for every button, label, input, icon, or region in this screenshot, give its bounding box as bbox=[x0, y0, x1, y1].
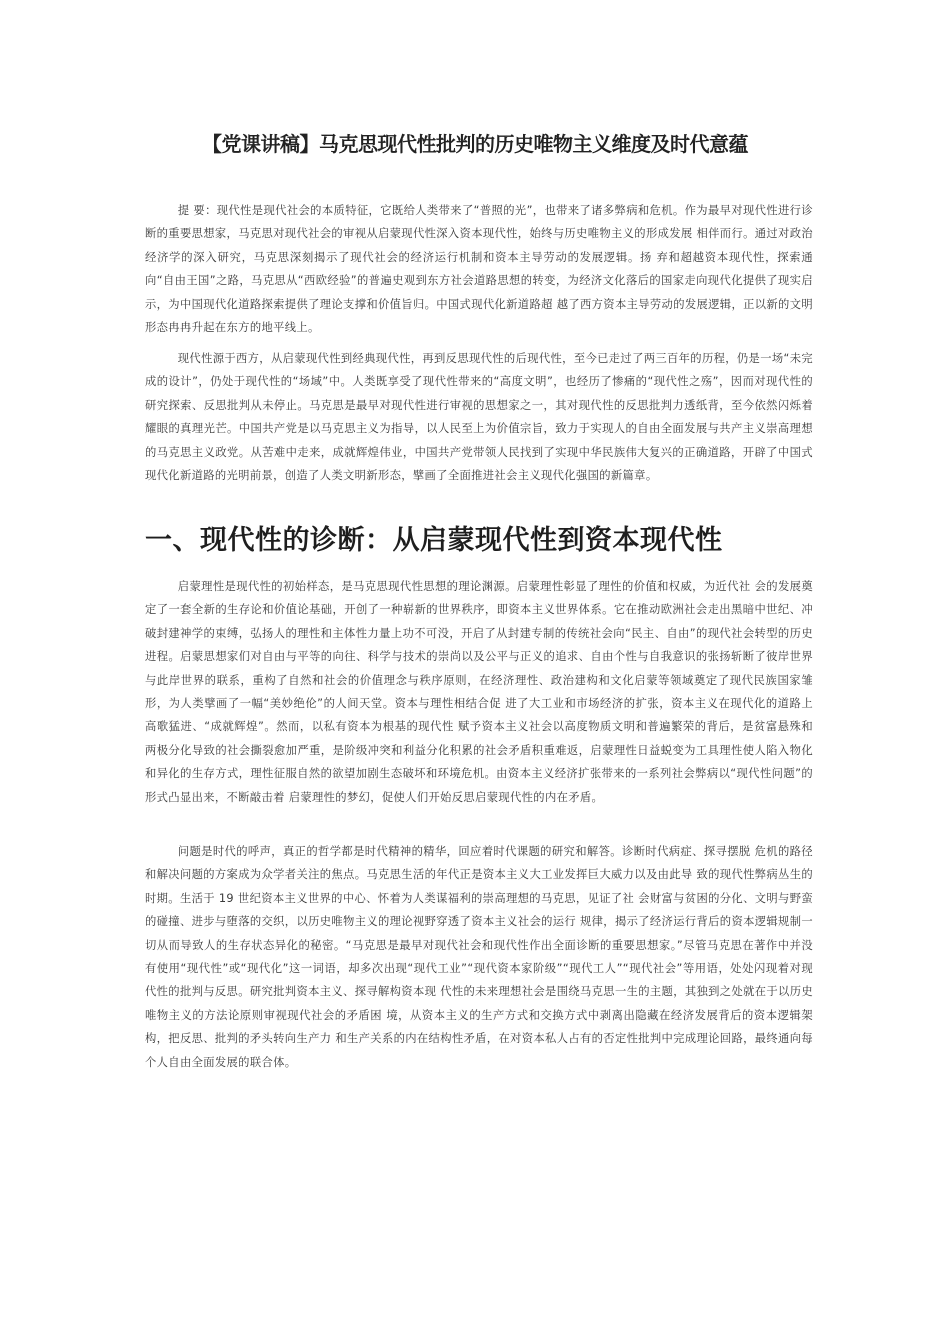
document-title: 【党课讲稿】马克思现代性批判的历史唯物主义维度及时代意蕴 bbox=[202, 132, 748, 156]
section-heading: 一、现代性的诊断：从启蒙现代性到资本现代性 bbox=[145, 525, 723, 556]
section-paragraph: 启蒙理性是现代性的初始样态，是马克思现代性思想的理论渊源。启蒙理性彰显了理性的价值和权威，为近代社 会的发展奠定了一套全新的生存论和价值论基础，开创了一种崭新的世界秩序，即资本主义世界体系。它在推动欧洲社会走出黑暗中世纪、冲破封建神学的束缚，弘扬人的理性和主体性力量上功不可没，开启了从封建专制的传统社会向“民主、自由”的现代社会转型的历史进程。启蒙思想家们对自由与平等的向往、科学与技术的崇尚以及公平与正义的追求、自由个性与自我意识的张扬斩断了彼岸世界与此岸世界的联系，重构了自然和社会的价值理念与秩序原则，在经济理性、政治建构和文化启蒙等领域奠定了现代民族国家雏形，为人类擘画了一幅“美妙绝伦”的人间天堂。资本与理性相结合促 进了大工业和市场经济的扩张，资本主义在现代化的道路上高歌猛进、“成就辉煌”。然而，以私有资本为根基的现代性 赋予资本主义社会以高度物质文明和普遍繁荣的背后，是贫富悬殊和两极分化导致的社会撕裂愈加严重，是阶级冲突和利益分化积累的社会矛盾积重难返，启蒙理性日益蜕变为工具理性使人陷入物化和异化的生存方式，理性征服自然的欲望加剧生态破坏和环境危机。由资本主义经济扩张带来的一系列社会弊病以“现代性问题”的形式凸显出来，不断敲击着 启蒙理性的梦幻，促使人们开始反思启蒙现代性的内在矛盾。 bbox=[145, 580, 813, 804]
section-paragraph: 问题是时代的呼声，真正的哲学都是时代精神的精华，回应着时代课题的研究和解答。诊断时代病症、探寻摆脱 危机的路径和解决问题的方案成为众学者关注的焦点。马克思生活的年代正是资本主义大工业发挥巨大威力以及由此导 致的现代性弊病丛生的时期。生活于 19 世纪资本主义世界的中心、怀着为人类谋福利的崇高理想的马克思，见证了社 会财富与贫困的分化、文明与野蛮的碰撞、进步与堕落的交织，以历史唯物主义的理论视野穿透了资本主义社会的运行 规律，揭示了经济运行背后的资本逻辑规制一切从而导致人的生存状态异化的秘密。“马克思是最早对现代社会和现代性作出全面诊断的重要思想家。”尽管马克思在著作中并没有使用“现代性”或“现代化”这一词语，却多次出现“现代工业”“现代资本家阶级”“现代工人”“现代社会”等用语，处处闪现着对现代性的批判与反思。研究批判资本主义、探寻解构资本现 代性的未来理想社会是围绕马克思一生的主题，其独到之处就在于以历史唯物主义的方法论原则审视现代社会的矛盾困 境，从资本主义的生产方式和交换方式中剥离出隐藏在经济发展背后的资本逻辑架构，把反思、批判的矛头转向生产力 和生产关系的内在结构性矛盾，在对资本私人占有的否定性批判中完成理论回路，最终通向每个人自由全面发展的联合体。 bbox=[145, 845, 813, 1069]
intro-paragraph: 现代性源于西方，从启蒙现代性到经典现代性，再到反思现代性的后现代性，至今已走过了两三百年的历程，仍是一场“未完成的设计”，仍处于现代性的“场域”中。人类既享受了现代性带来的“高度文明”，也经历了惨痛的“现代性之殇”，因而对现代性的研究探索、反思批判从未停止。马克思是最早对现代性进行审视的思想家之一，其对现代性的反思批判力透纸背，至今依然闪烁着耀眼的真理光芒。中国共产党是以马克思主义为指导，以人民至上为价值宗旨，致力于实现人的自由全面发展与共产主义崇高理想的马克思主义政党。从苦难中走来，成就辉煌伟业，中国共产党带领人民找到了实现中华民族伟大复兴的正确道路，开辟了中国式现代化新道路的光明前景，创造了人类文明新形态，擘画了全面推进社会主义现代化强国的新篇章。 bbox=[145, 352, 813, 483]
abstract-paragraph: 提 要：现代性是现代社会的本质特征，它既给人类带来了“普照的光”，也带来了诸多弊病和危机。作为最早对现代性进行诊断的重要思想家，马克思对现代社会的审视从启蒙现代性深入资本现代性，始终与历史唯物主义的形成发展 相伴而行。通过对政治经济学的深入研究，马克思深刻揭示了现代社会的经济运行机制和资本主导劳动的发展逻辑。扬 弃和超越资本现代性，探索通向“自由王国”之路，马克思从“西欧经验”的普遍史观到东方社会道路思想的转变，为经济文化落后的国家走向现代化提供了现实启示，为中国现代化道路探索提供了理论支撑和价值旨归。中国式现代化新道路超 越了西方资本主导劳动的发展逻辑，正以新的文明形态冉冉升起在东方的地平线上。 bbox=[145, 204, 813, 335]
